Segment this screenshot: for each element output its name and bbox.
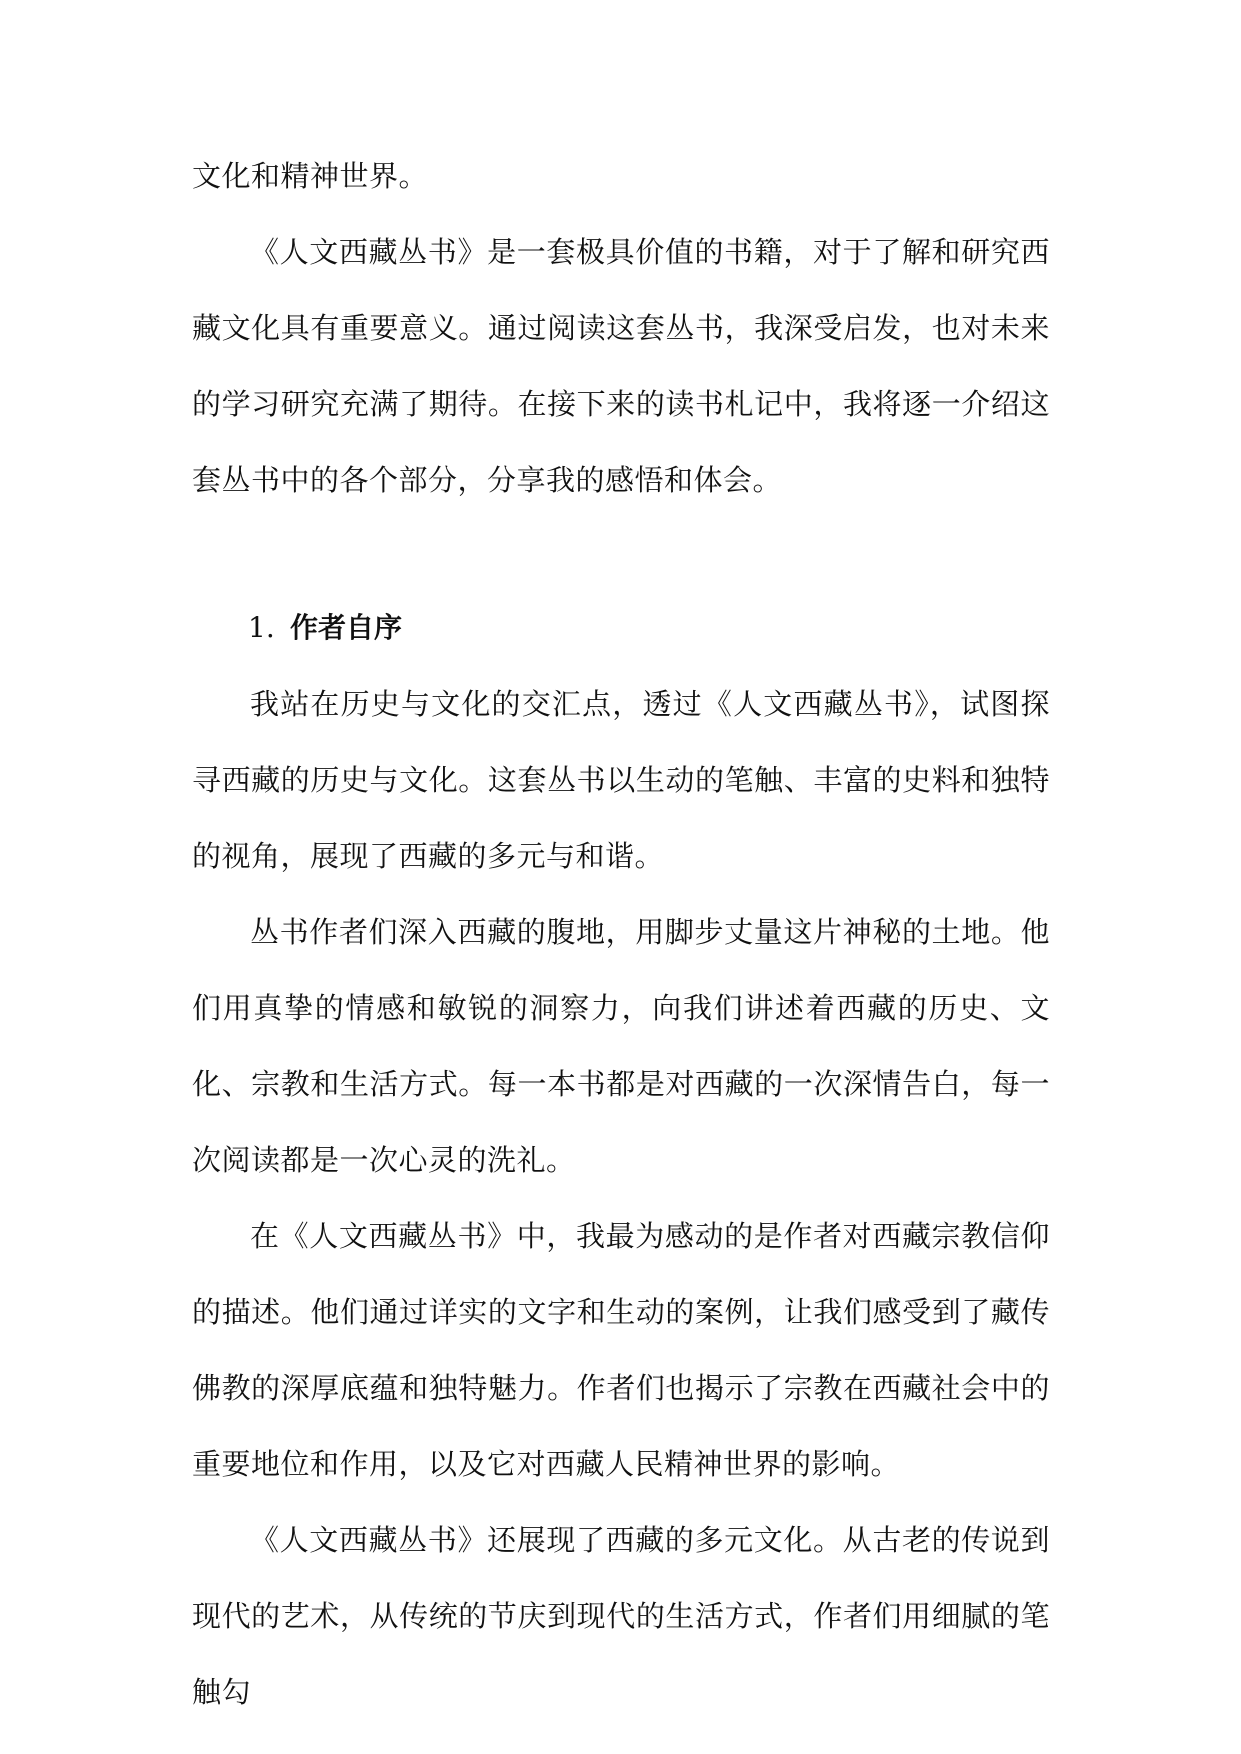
section-number: 1.: [248, 611, 275, 644]
section-paragraph: 我站在历史与文化的交汇点，透过《人文西藏丛书》，试图探寻西藏的历史与文化。这套丛书以生动的笔触、丰富的史料和独特的视角，展现了西藏的多元与和谐。: [192, 687, 1050, 873]
document-body: [192, 138, 1050, 1730]
section-paragraph: 丛书作者们深入西藏的腹地，用脚步丈量这片神秘的土地。他们用真挚的情感和敏锐的洞察力，向我们讲述着西藏的历史、文化、宗教和生活方式。每一本书都是对西藏的一次深情告白，每一次阅读都是一次心灵的洗礼。: [192, 915, 1050, 1177]
intro-paragraph: 《人文西藏丛书》是一套极具价值的书籍，对于了解和研究西藏文化具有重要意义。通过阅读这套丛书，我深受启发，也对未来的学习研究充满了期待。在接下来的读书札记中，我将逐一介绍这套丛书中的各个部分，分享我的感悟和体会。: [192, 235, 1050, 497]
section-heading: [192, 590, 1050, 666]
section-spacer: [192, 518, 1050, 590]
continuation-paragraph: 文化和精神世界。: [192, 159, 429, 193]
section-title: 作者自序: [290, 611, 403, 644]
section-paragraph: 在《人文西藏丛书》中，我最为感动的是作者对西藏宗教信仰的描述。他们通过详实的文字和生动的案例，让我们感受到了藏传佛教的深厚底蕴和独特魅力。作者们也揭示了宗教在西藏社会中的重要地位和作用，以及它对西藏人民精神世界的影响。: [192, 1219, 1050, 1481]
section-paragraph: 《人文西藏丛书》还展现了西藏的多元文化。从古老的传说到现代的艺术，从传统的节庆到现代的生活方式，作者们用细腻的笔触勾: [192, 1523, 1050, 1709]
